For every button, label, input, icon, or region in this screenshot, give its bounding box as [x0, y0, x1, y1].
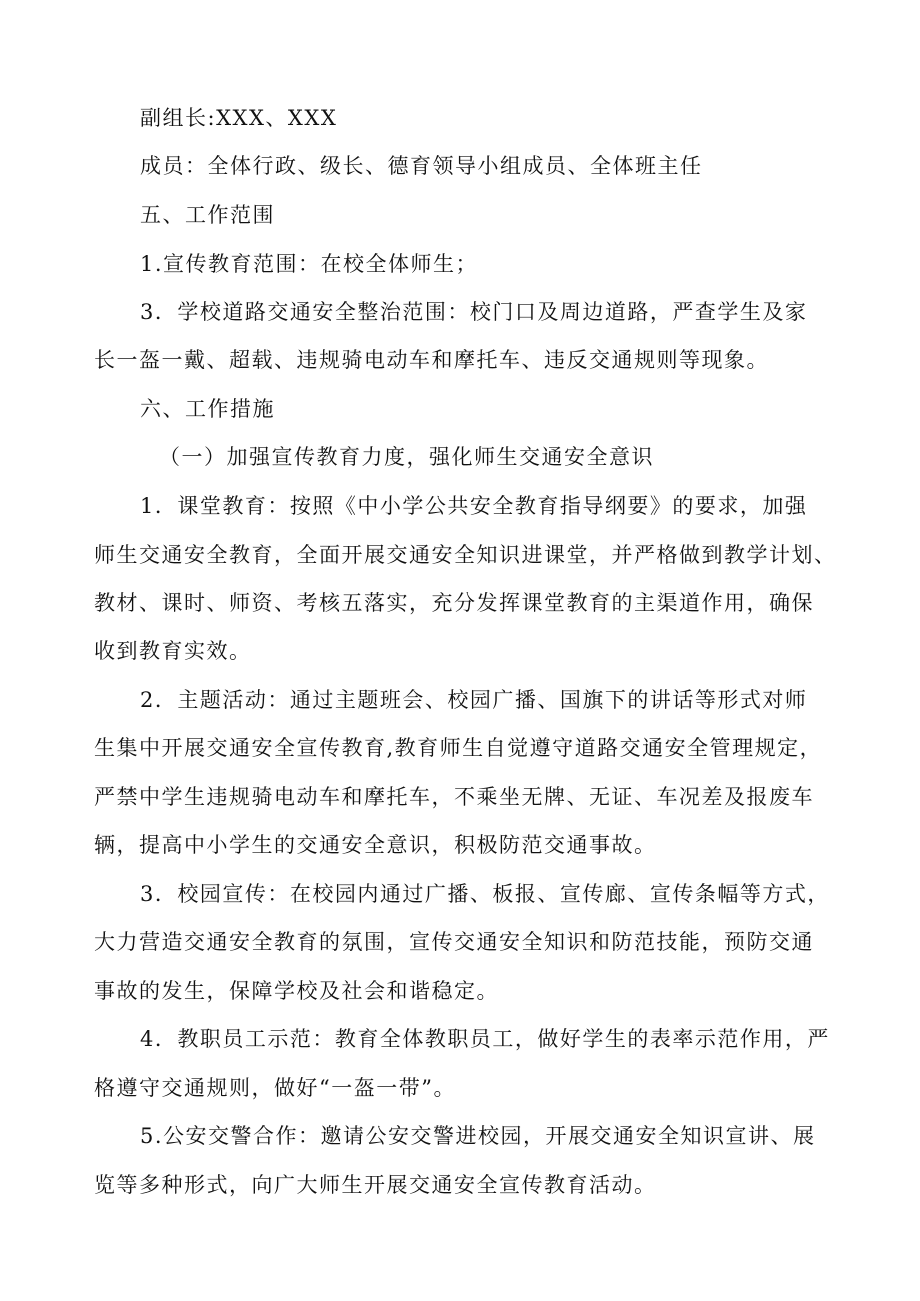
staff-example-line-1: 4．教职员工示范：教育全体教职员工，做好学生的表率示范作用，严 [140, 1027, 830, 1051]
road-scope-line-1: 3．学校道路交通安全整治范围：校门口及周边道路，严查学生及家 [140, 300, 808, 324]
theme-activity-line-3: 严禁中学生违规骑电动车和摩托车，不乘坐无牌、无证、车况差及报废车 [94, 785, 814, 809]
staff-example-line-2: 格遵守交通规则，做好“一盔一带”。 [94, 1076, 456, 1100]
campus-publicity-line-3: 事故的发生，保障学校及社会和谐稳定。 [94, 979, 499, 1003]
theme-activity-line-1: 2．主题活动：通过主题班会、校园广播、国旗下的讲话等形式对师 [140, 688, 808, 712]
vice-leader-line: 副组长:XXX、XXX [140, 106, 338, 130]
subsection-one-heading: （一）加强宣传教育力度，强化师生交通安全意识 [159, 445, 654, 469]
section-six-heading: 六、工作措施 [140, 397, 275, 421]
publicity-scope-line: 1.宣传教育范围：在校全体师生； [140, 252, 479, 276]
theme-activity-line-2: 生集中开展交通安全宣传教育,教育师生自觉遵守道路交通安全管理规定， [94, 736, 823, 760]
campus-publicity-line-2: 大力营造交通安全教育的氛围，宣传交通安全知识和防范技能，预防交通 [94, 930, 814, 954]
classroom-education-line-4: 收到教育实效。 [94, 639, 252, 663]
classroom-education-line-1: 1．课堂教育：按照《中小学公共安全教育指导纲要》的要求，加强 [140, 494, 808, 518]
campus-publicity-line-1: 3．校园宣传：在校园内通过广播、板报、宣传廊、宣传条幅等方式， [140, 882, 830, 906]
members-line: 成员：全体行政、级长、德育领导小组成员、全体班主任 [140, 154, 703, 178]
classroom-education-line-2: 师生交通安全教育，全面开展交通安全知识进课堂，并严格做到教学计划、 [94, 543, 837, 567]
classroom-education-line-3: 教材、课时、师资、考核五落实，充分发挥课堂教育的主渠道作用，确保 [94, 591, 814, 615]
section-five-heading: 五、工作范围 [140, 203, 275, 227]
police-cooperation-line-2: 览等多种形式，向广大师生开展交通安全宣传教育活动。 [94, 1173, 657, 1197]
theme-activity-line-4: 辆，提高中小学生的交通安全意识，积极防范交通事故。 [94, 833, 657, 857]
police-cooperation-line-1: 5.公安交警合作：邀请公安交警进校园，开展交通安全知识宣讲、展 [140, 1124, 816, 1148]
road-scope-line-2: 长一盔一戴、超载、违规骑电动车和摩托车、违反交通规则等现象。 [94, 348, 769, 372]
